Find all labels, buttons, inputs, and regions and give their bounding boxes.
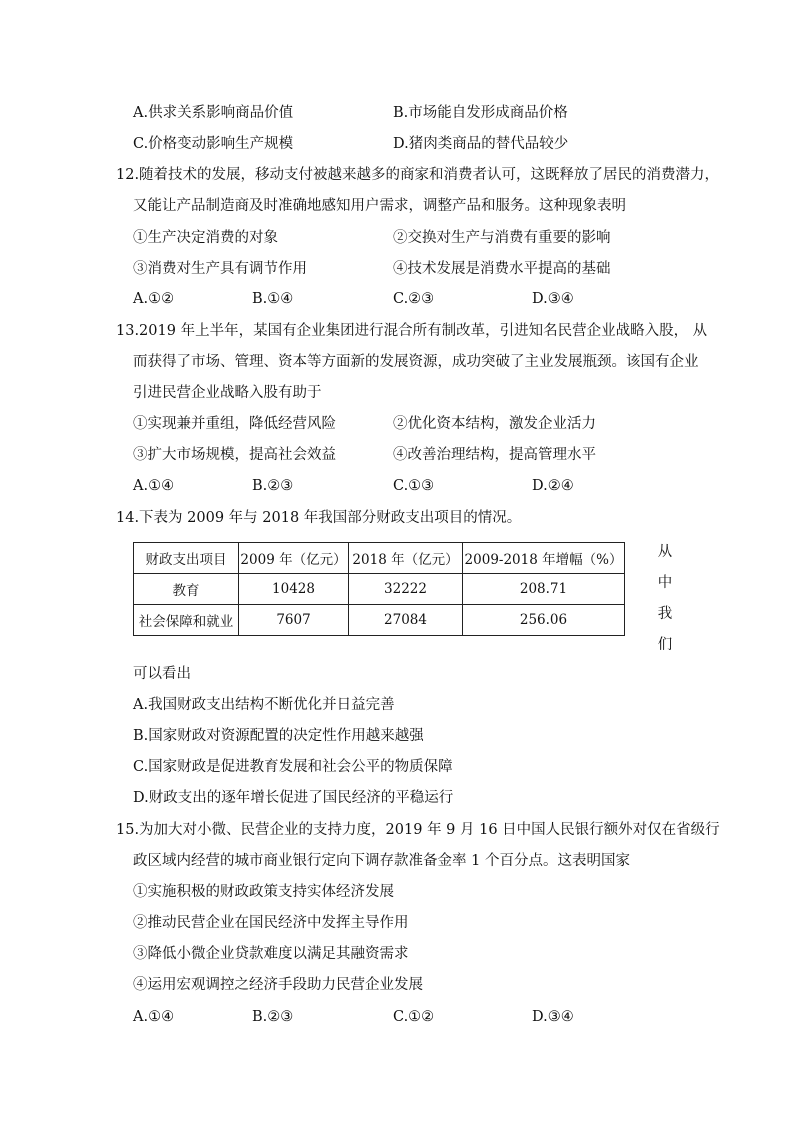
q12-stem-line-1: 12.随着技术的发展，移动支付被越来越多的商家和消费者认可，这既释放了居民的消费潜力， <box>116 167 720 183</box>
q13-stem-line-1: 13.2019 年上半年，某国有企业集团进行混合所有制改革，引进知名民营企业战略入股， 从 <box>116 323 708 339</box>
table-header-cell: 2018 年（亿元） <box>349 543 463 574</box>
table-header-cell: 2009 年（亿元） <box>239 543 349 574</box>
table-cell: 社会保障和就业 <box>134 605 239 636</box>
table-cell: 256.06 <box>463 605 625 636</box>
table-cell: 教育 <box>134 574 239 605</box>
q15-stem-line-1: 15.为加大对小微、民营企业的支持力度，2019 年 9 月 16 日中国人民银行额外对仅在省级行 <box>116 822 720 838</box>
q13-item-2: ②优化资本结构，激发企业活力 <box>393 416 596 432</box>
table-cell: 10428 <box>239 574 349 605</box>
q15-choice-c: C.①② <box>393 1009 435 1025</box>
q11-option-d: D.猪肉类商品的替代品较少 <box>393 136 569 152</box>
q13-stem-line-2: 而获得了市场、管理、资本等方面新的发展资源，成功突破了主业发展瓶颈。该国有企业 <box>133 354 699 370</box>
q14-stem: 14.下表为 2009 年与 2018 年我国部分财政支出项目的情况。 <box>116 510 522 526</box>
q11-option-b: B.市场能自发形成商品价格 <box>393 105 568 121</box>
side-char-1: 从 <box>657 544 673 560</box>
q13-choice-a: A.①④ <box>133 478 175 494</box>
q15-item-4: ④运用宏观调控之经济手段助力民营企业发展 <box>133 977 423 993</box>
q13-item-4: ④改善治理结构，提高管理水平 <box>393 447 596 463</box>
q15-choice-a: A.①④ <box>133 1009 175 1025</box>
q12-choice-d: D.③④ <box>532 291 574 307</box>
q12-choice-a: A.①② <box>133 291 175 307</box>
table-header-cell: 财政支出项目 <box>134 543 239 574</box>
q11-option-c: C.价格变动影响生产规模 <box>133 136 294 152</box>
q14-option-a: A.我国财政支出结构不断优化并日益完善 <box>133 697 395 713</box>
q12-item-3: ③消费对生产具有调节作用 <box>133 261 307 277</box>
q15-choice-b: B.②③ <box>252 1009 294 1025</box>
q12-stem-line-2: 又能让产品制造商及时准确地感知用户需求，调整产品和服务。这种现象表明 <box>133 198 626 214</box>
q15-item-3: ③降低小微企业贷款难度以满足其融资需求 <box>133 946 409 962</box>
q15-choice-d: D.③④ <box>532 1009 574 1025</box>
q12-choice-b: B.①④ <box>252 291 294 307</box>
q15-item-2: ②推动民营企业在国民经济中发挥主导作用 <box>133 915 409 931</box>
q12-item-1: ①生产决定消费的对象 <box>133 230 278 246</box>
q13-item-1: ①实现兼并重组，降低经营风险 <box>133 416 336 432</box>
fiscal-expenditure-table <box>133 542 625 636</box>
table-cell: 7607 <box>239 605 349 636</box>
q12-choice-c: C.②③ <box>393 291 435 307</box>
q13-stem-line-3: 引进民营企业战略入股有助于 <box>133 385 322 401</box>
q13-choice-c: C.①③ <box>393 478 435 494</box>
q15-stem-line-2: 政区域内经营的城市商业银行定向下调存款准备金率 1 个百分点。这表明国家 <box>133 853 630 869</box>
q14-option-b: B.国家财政对资源配置的决定性作用越来越强 <box>133 728 424 744</box>
q15-item-1: ①实施积极的财政政策支持实体经济发展 <box>133 884 394 900</box>
q13-item-3: ③扩大市场规模，提高社会效益 <box>133 447 336 463</box>
side-char-4: 们 <box>657 637 673 653</box>
side-char-2: 中 <box>657 575 673 591</box>
q14-option-c: C.国家财政是促进教育发展和社会公平的物质保障 <box>133 759 453 775</box>
table-row <box>134 605 625 636</box>
q12-item-4: ④技术发展是消费水平提高的基础 <box>393 261 611 277</box>
table-header-row <box>134 543 625 574</box>
q14-continuation: 可以看出 <box>133 666 191 682</box>
table-cell: 208.71 <box>463 574 625 605</box>
table-cell: 32222 <box>349 574 463 605</box>
q14-option-d: D.财政支出的逐年增长促进了国民经济的平稳运行 <box>133 790 454 806</box>
table-row <box>134 574 625 605</box>
table-cell: 27084 <box>349 605 463 636</box>
q11-option-a: A.供求关系影响商品价值 <box>133 105 294 121</box>
q13-choice-b: B.②③ <box>252 478 294 494</box>
q12-item-2: ②交换对生产与消费有重要的影响 <box>393 230 611 246</box>
q13-choice-d: D.②④ <box>532 478 574 494</box>
table-header-cell: 2009-2018 年增幅（%） <box>463 543 625 574</box>
side-char-3: 我 <box>657 606 673 622</box>
